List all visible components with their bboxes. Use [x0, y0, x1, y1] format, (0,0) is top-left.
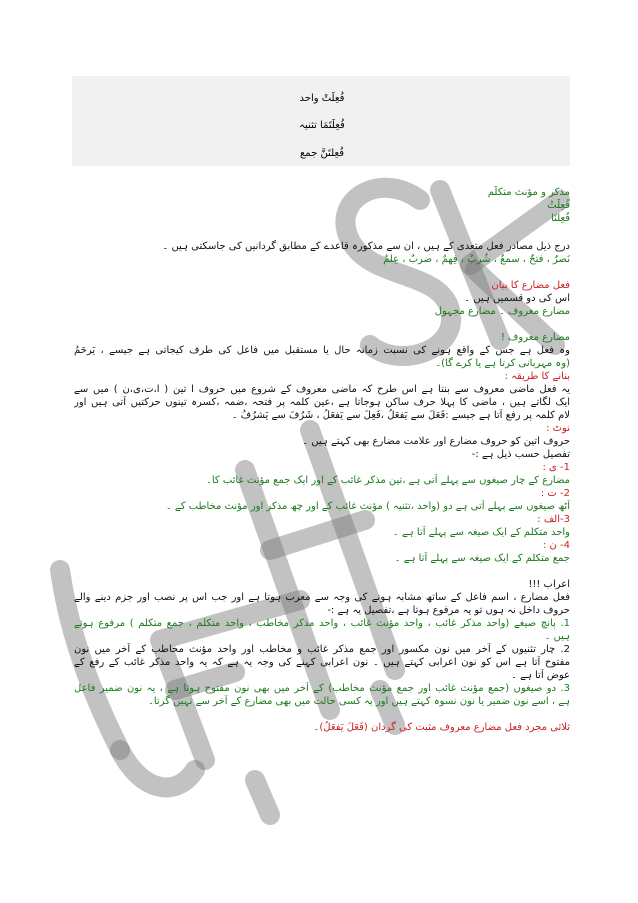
text-line: ہے ، اسے نون ضمیر یا نون نسوہ کہتے ہیں اور یہ کسی حالت میں بھی مضارع کے آخر سے نہیں گرتا۔	[147, 696, 570, 707]
text-line: نَصرٌ ، فتحٌ ، سمعٌ ، شُربٌ ، فِهمٌ ، ضربٌ ، عِلمٌ	[383, 254, 570, 265]
blank-line	[74, 318, 570, 331]
text-line: مفتوح آتا ہے اس کو نون اعرابی کہتے ہیں ۔ نون اعرابی کہنے کی وجہ یہ ہے کہ یہ واحد مذکر غائب کے رفع کے	[74, 657, 570, 668]
text-line: 3-الف :	[537, 514, 570, 525]
text-line: اس کی دو قسمیں ہیں ۔	[464, 293, 570, 304]
text-line: ایک لگاتے ہیں ، ماضی کا پہلا حرف ساکن ہوجاتا ہے ،عین کلمہ پر فتحہ ،ضمہ ،کسرہ تینوں حرکتیں آتی ہیں اور	[74, 397, 570, 408]
text-line: مضارع کے چار صیغوں سے پہلے آتی ہے ،تین مذکر غائب کے اور ایک جمع مؤنث غائب کا۔	[205, 475, 570, 486]
box-line: فُعِلَتْ واحد	[299, 93, 345, 104]
text-line: فعل مضارع کا بیان	[491, 280, 570, 291]
text-line: آٹھ صیغوں سے پہلے آتی ہے دو (واحد ،تثنیہ ) مؤنث غائب کے اور چھ مذکر اور مؤنث مخاطب کے ۔	[165, 501, 570, 512]
text-line: فعل مضارع ، اسم فاعل کے ساتھ مشابہ ہونے کی وجہ سے معرب ہوتا ہے اور جب اس پر نصب اور جزم دینے والے	[74, 592, 570, 603]
blank-line	[74, 565, 570, 578]
text-line: مضارع معروف ۔ مضارع مجہول	[434, 306, 570, 317]
blank-line	[74, 266, 570, 279]
text-line: مذکر و مؤنث متکلّم	[487, 187, 570, 198]
box-line: فُعِلَتَمَا تثنیہ	[299, 120, 345, 131]
blank-line	[74, 708, 570, 721]
box-line: فُعِلتَنَّ جمع	[299, 148, 344, 159]
text-line: ثلاثی مجرد فعل مضارع معروف مثبت کی گردان (فَعَلَ یَفعَلُ)۔	[313, 722, 570, 733]
main-text	[74, 240, 570, 734]
text-line: 3. دو صیغوں (جمع مؤنث غائب اور جمع مؤنث مخاطب) کے آخر میں بھی نون مفتوح ہوتا ہے ، یہ نون ضمیر فاعل	[74, 683, 570, 694]
text-line: فُعِلنَا	[551, 213, 570, 224]
text-line: نوٹ :	[546, 423, 570, 434]
text-line: 1. پانچ صیغے (واحد مذکر غائب ، واحد مؤنث غائب ، واحد مذکر مخاطب ، واحد متکلم ، جمع متکلم ) مرفوع ہوتے	[74, 618, 570, 629]
text-line: ہیں ۔	[544, 631, 570, 642]
person-forms	[74, 186, 570, 225]
text-line: 1- ی :	[542, 462, 570, 473]
text-line: 4- ن :	[542, 540, 570, 551]
text-line: 2- ت :	[540, 488, 570, 499]
text-line: فُعِلْتُ	[547, 200, 570, 211]
text-line: مضارع معروف !	[500, 332, 570, 343]
text-line: وہ فعل ہے جس کے واقع ہونے کی نسبت زمانہ حال یا مستقبل میں فاعل کی طرف کیجاتی ہے جیسے ، یَرحَمُ	[74, 345, 570, 356]
text-line: حروف اتین کو حروف مضارع اور علامت مضارع بھی کہتے ہیں ۔	[302, 436, 570, 447]
text-line: لام کلمہ پر رفع آتا ہے جیسے :فَعَلَ سے یَفعَلُ ،فَعِلَ سے یَفعَلُ ، شَرُفَ سے یَشرُفُ ۔	[231, 410, 570, 421]
text-line: تفصیل حسب ذیل ہے :-	[471, 449, 570, 460]
text-line: یہ فعل ماضی معروف سے بنتا ہے اس طرح کہ ماضی معروف کے شروع میں حروف ا تین ( ا،ت،ی،ن ) میں سے	[74, 384, 570, 395]
text-line: (وہ مہربانی کرتا ہے یا کرے گا)۔	[435, 358, 570, 369]
text-line: واحد متکلم کے ایک صیغہ سے پہلے آتا ہے ۔	[392, 527, 570, 538]
text-line: اعراب !!!	[528, 579, 570, 590]
text-line: عوض آتا ہے ۔	[511, 670, 570, 681]
text-line: حروف داخل نہ ہوں تو یہ مرفوع ہوتا ہے ،تفصیل یہ ہے :-	[327, 605, 570, 616]
text-line: 2. چار تثنیوں کے آخر میں نون مکسور اور جمع مذکر غائب و مخاطب اور واحد مؤنث مخاطب کے آخر میں نون	[74, 644, 570, 655]
text-line: بنانے کا طریقہ :	[504, 371, 570, 382]
text-line: درج ذیل مصادر فعل متعدی کے ہیں ، ان سے مذکورہ قاعدے کے مطابق گردانیں کی جاسکتی ہیں ۔	[162, 241, 570, 252]
text-line: جمع متکلم کے ایک صیغہ سے پہلے آتا ہے ۔	[394, 553, 570, 564]
